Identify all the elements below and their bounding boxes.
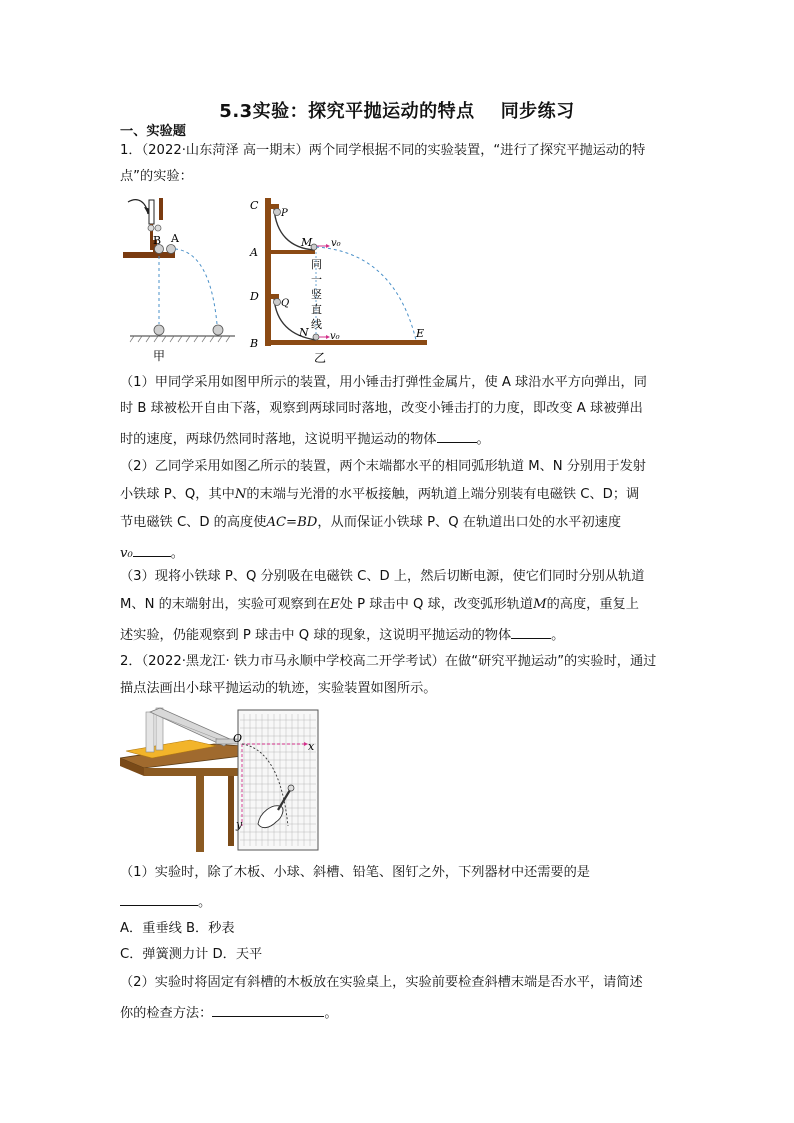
ball-a xyxy=(167,245,176,254)
answer-blank-4[interactable] xyxy=(120,891,198,906)
q1-stem-line1: 1．（2022·山东菏泽 高一期末）两个同学根据不同的实验装置，“进行了探究平抛运动的特 xyxy=(120,143,646,158)
q1-part3-line1: （3）现将小铁球 P、Q 分别吸在电磁铁 C、D 上，然后切断电源，使它们同时分别从轨道 xyxy=(120,569,645,584)
q1-part3-line2: M、N 的末端射出，实验可观察到在E处 P 球击中 Q 球，改变弧形轨道M的高度，重复上 xyxy=(120,597,639,612)
q2-part2-line2: 你的检查方法： 。 xyxy=(120,1002,680,1023)
ball-p xyxy=(274,209,281,216)
answer-blank-1[interactable] xyxy=(437,428,477,443)
svg-text:线: 线 xyxy=(311,318,322,331)
label-d: D xyxy=(250,290,259,303)
horizontal-board xyxy=(265,340,427,345)
table-leg xyxy=(196,776,204,852)
ball-q xyxy=(274,299,281,306)
q2-option-line2: C．弹簧测力计 D．天平 xyxy=(120,947,263,962)
svg-text:同: 同 xyxy=(311,258,322,271)
figure-q2 xyxy=(120,706,322,854)
vertical-board xyxy=(265,198,271,346)
label-n: N xyxy=(299,326,309,339)
q1-part1-line2: 时 B 球被松开自由下落，观察到两球同时落地，改变小锤击打的力度，即改变 A 球被弹出 xyxy=(120,401,643,416)
section-heading: 一、实验题 xyxy=(120,124,186,139)
q2-part1-line1: （1）实验时，除了木板、小球、斜槽、铅笔、图钉之外，下列器材中还需要的是 xyxy=(120,865,590,880)
caption-jia: 甲 xyxy=(153,349,166,363)
q1-part2-line2: 小铁球 P、Q，其中N的末端与光滑的水平板接触，两轨道上端分别装有电磁铁 C、D；调 xyxy=(120,487,640,502)
q1-part1-line3: 时的速度，两球仍然同时落地，这说明平抛运动的物体 。 xyxy=(120,428,680,449)
q2-option-line1: A．重垂线 B．秒表 xyxy=(120,921,235,936)
svg-text:直: 直 xyxy=(311,303,322,316)
answer-blank-2[interactable] xyxy=(133,542,171,557)
svg-text:竖: 竖 xyxy=(311,288,322,301)
figure-yi xyxy=(244,194,430,366)
label-x: x xyxy=(308,740,315,753)
hammer-handle xyxy=(149,200,154,224)
svg-text:一: 一 xyxy=(311,273,322,286)
q1-stem-line2: 点”的实验： xyxy=(120,169,193,184)
label-b-yi: B xyxy=(250,337,259,350)
title-main: 5.3实验：探究平抛运动的特点 xyxy=(219,101,475,122)
q2-stem-line1: 2．（2022·黑龙江· 铁力市马永顺中学校高二开学考试）在做“研究平抛运动”的实验时，通过 xyxy=(120,654,657,669)
label-a: A xyxy=(171,232,179,245)
page-title xyxy=(0,97,794,123)
answer-blank-5[interactable] xyxy=(212,1002,324,1017)
caption-yi: 乙 xyxy=(314,351,327,365)
q2-part2-line1: （2）实验时将固定有斜槽的木板放在实验桌上，实验前要检查斜槽末端是否水平，请简述 xyxy=(120,975,643,990)
label-o: O xyxy=(233,732,243,745)
q1-part2-line3: 节电磁铁 C、D 的高度使AC=BD，从而保证小铁球 P、Q 在轨道出口处的水平初速度 xyxy=(120,515,622,530)
label-v0-bottom: v₀ xyxy=(330,331,340,342)
title-sub: 同步练习 xyxy=(500,101,575,122)
label-q: Q xyxy=(281,298,290,309)
hammer-arrow xyxy=(128,200,148,214)
q1-part2-line1: （2）乙同学采用如图乙所示的装置，两个末端都水平的相同弧形轨道 M、N 分别用于发射 xyxy=(120,459,646,474)
label-a-yi: A xyxy=(250,246,258,259)
label-b: B xyxy=(153,234,162,247)
label-y: y xyxy=(236,818,243,831)
q1-part3-line3: 述实验，仍能观察到 P 球击中 Q 球的现象，这说明平抛运动的物体 。 xyxy=(120,624,680,645)
trajectory-p xyxy=(316,247,416,340)
label-c: C xyxy=(250,199,259,212)
platform xyxy=(123,252,175,258)
label-m: M xyxy=(301,236,313,249)
vertical-line-text xyxy=(311,258,322,331)
q1-part1-line1: （1）甲同学采用如图甲所示的装置，用小锤击打弹性金属片，使 A 球沿水平方向弹出，同 xyxy=(120,375,647,390)
q1-part2-line4: v₀ 。 xyxy=(120,542,680,563)
figure-jia xyxy=(120,192,240,364)
label-p: P xyxy=(281,208,288,219)
q2-stem-line2: 描点法画出小球平抛运动的轨迹，实验装置如图所示。 xyxy=(120,681,437,696)
q2-part1-line2: 。 xyxy=(120,891,680,912)
label-v0-top: v₀ xyxy=(331,238,341,249)
label-e: E xyxy=(416,327,425,340)
projectile-path xyxy=(175,249,217,324)
answer-blank-3[interactable] xyxy=(511,624,551,639)
elastic-plate xyxy=(159,198,163,220)
